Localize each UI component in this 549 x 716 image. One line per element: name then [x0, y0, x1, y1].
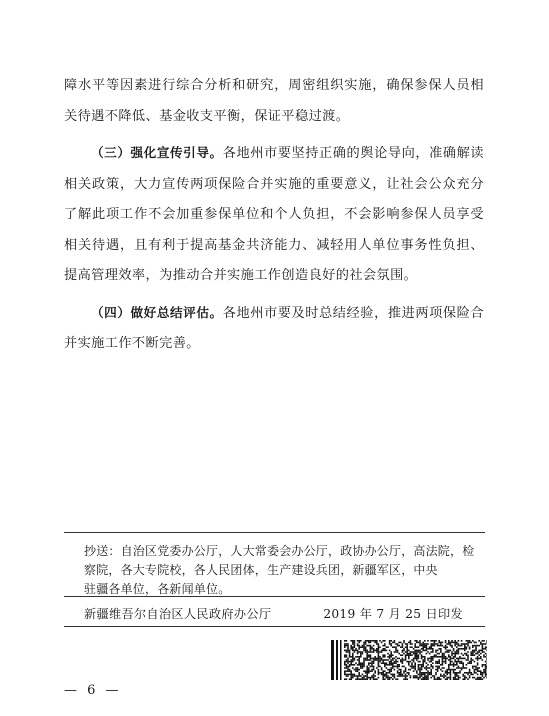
cc-recipients-2: 察院，各大专院校，各人民团体，生产建设兵团，新疆军区，中央 [84, 563, 438, 577]
paragraph-evaluation [64, 298, 484, 360]
footer-top-rule [64, 532, 485, 533]
issue-date: 2019 年 7 月 25 日印发 [323, 607, 463, 621]
paragraph-publicity [64, 138, 484, 292]
heading-publicity: （三）强化宣传引导。 [91, 145, 223, 160]
paragraph-continuation: 障水平等因素进行综合分析和研究，周密组织实施，确保参保人员相关待遇不降低、基金收支平衡，保证平稳过渡。 [64, 78, 484, 124]
footer-middle-rule [64, 596, 485, 597]
cc-block [84, 542, 480, 599]
paragraph-evaluation-text: 各地州市要及时总结经验，推进两项保险合并实施工作不断完善。 [64, 305, 484, 351]
paragraph-publicity-text: 各地州市要坚持正确的舆论导向，准确解读相关政策，大力宣传两项保险合并实施的重要意义，让社会公众充分了解此项工作不会加重参保单位和个人负担，不会影响参保人员享受相关待遇，且有利于提高基金共济能力、减轻用人单位事务性负担、提高管理效率，为推动合并实施工作创造良好的社会氛围。 [64, 146, 484, 283]
cc-label: 抄送： [84, 544, 121, 558]
barcode-image [331, 640, 487, 680]
cc-line-1 [84, 542, 480, 561]
page-number: — 6 — [64, 683, 122, 698]
issuing-office: 新疆维吾尔自治区人民政府办公厅 [84, 607, 272, 621]
heading-evaluation: （四）做好总结评估。 [91, 304, 223, 320]
document-body [64, 71, 484, 360]
footer-bottom-rule [64, 626, 485, 627]
cc-recipients-1: 自治区党委办公厅，人大常委会办公厅，政协办公厅，高法院，检 [120, 544, 475, 558]
cc-recipients-3: 驻疆各单位，各新闻单位。 [84, 582, 231, 596]
